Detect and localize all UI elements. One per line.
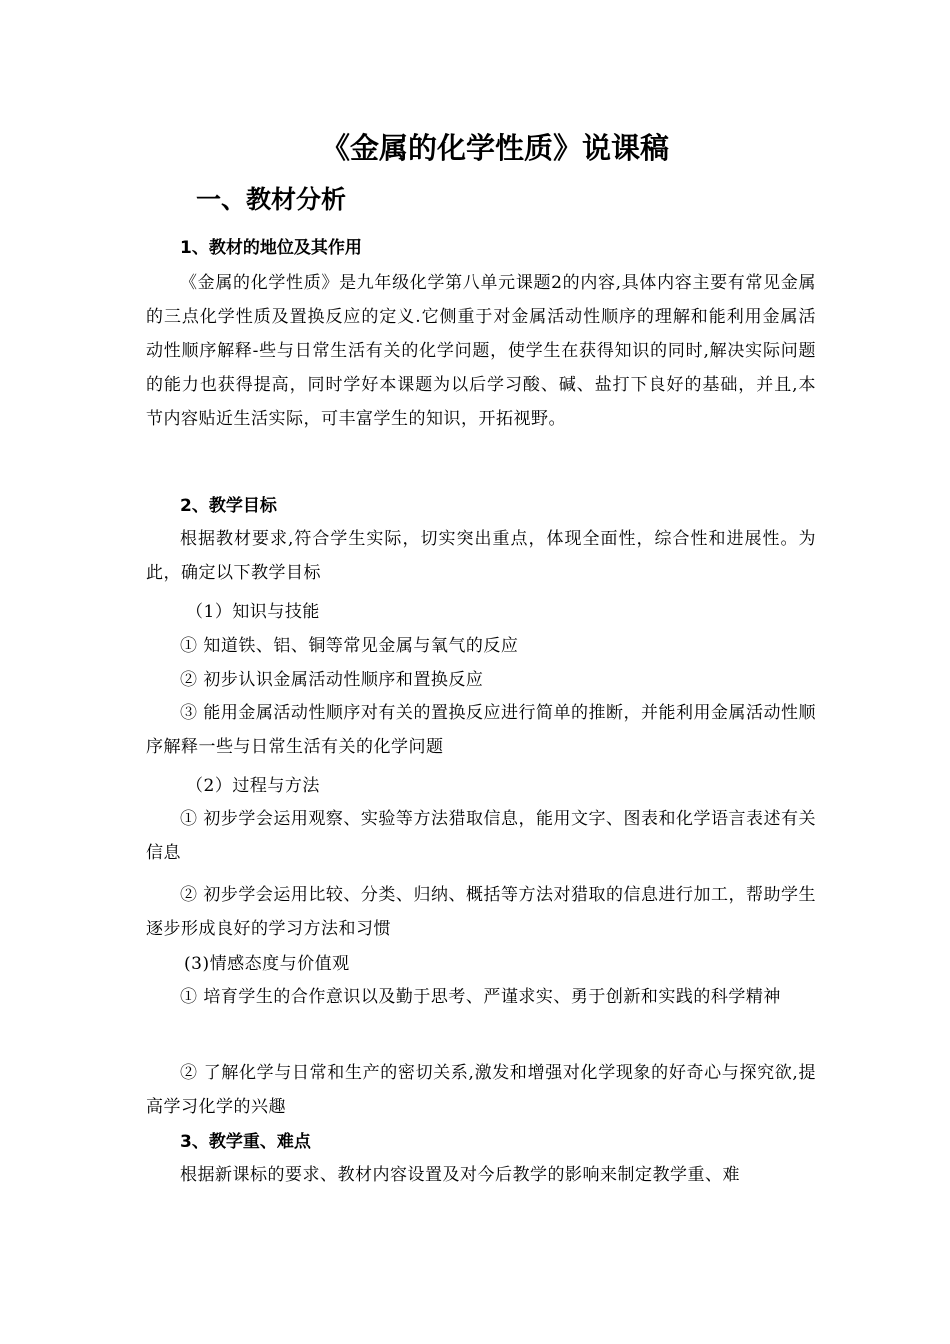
goal-attitude-values-title: (3)情感态度与价值观 (184, 954, 350, 974)
paragraph-teaching-goals: 根据教材要求,符合学生实际，切实突出重点，体现全面性，综合性和进展性。为此，确定以下教学目标 (146, 529, 816, 583)
subsection-heading-teaching-goals: 2、教学目标 (180, 496, 277, 516)
goal-attitude-item-1: ① 培育学生的合作意识以及勤于思考、严谨求实、勇于创新和实践的科学精神 (180, 987, 781, 1007)
subsection-heading-key-difficult-points: 3、教学重、难点 (180, 1132, 311, 1152)
paragraph-status-role: 《金属的化学性质》是九年级化学第八单元课题2的内容,具体内容主要有常见金属的三点化学性质及置换反应的定义.它侧重于对金属活动性顺序的理解和能利用金属活动性顺序解释-些与日常生活有关的化学问题，使学生在获得知识的同时,解决实际问题的能力也获得提高，同时学好本课题为以后学习酸、碱、盐打下良好的基础，并且,本节内容贴近生活实际，可丰富学生的知识，开拓视野。 (146, 273, 816, 429)
goal-knowledge-skills-title: （1）知识与技能 (186, 602, 320, 622)
subsection-heading-status-role: 1、教材的地位及其作用 (180, 238, 362, 258)
section-heading-textbook-analysis: 一、教材分析 (196, 185, 347, 214)
goal-process-method-title: （2）过程与方法 (186, 776, 320, 796)
goal-knowledge-item-1: ① 知道铁、铝、铜等常见金属与氧气的反应 (180, 636, 519, 656)
document-title: 《金属的化学性质》说课稿 (320, 131, 669, 165)
goal-knowledge-item-3: ③ 能用金属活动性顺序对有关的置换反应进行简单的推断，并能利用金属活动性顺序解释一些与日常生活有关的化学问题 (146, 703, 816, 757)
goal-attitude-item-2: ② 了解化学与日常和生产的密切关系,激发和增强对化学现象的好奇心与探究欲,提高学习化学的兴趣 (146, 1063, 816, 1117)
goal-knowledge-item-2: ② 初步认识金属活动性顺序和置换反应 (180, 670, 484, 690)
goal-process-item-2: ② 初步学会运用比较、分类、归纳、概括等方法对猎取的信息进行加工，帮助学生逐步形成良好的学习方法和习惯 (146, 885, 816, 939)
paragraph-key-difficult-points: 根据新课标的要求、教材内容设置及对今后教学的影响来制定教学重、难 (180, 1165, 740, 1185)
goal-process-item-1: ① 初步学会运用观察、实验等方法猎取信息，能用文字、图表和化学语言表述有关信息 (146, 809, 816, 863)
